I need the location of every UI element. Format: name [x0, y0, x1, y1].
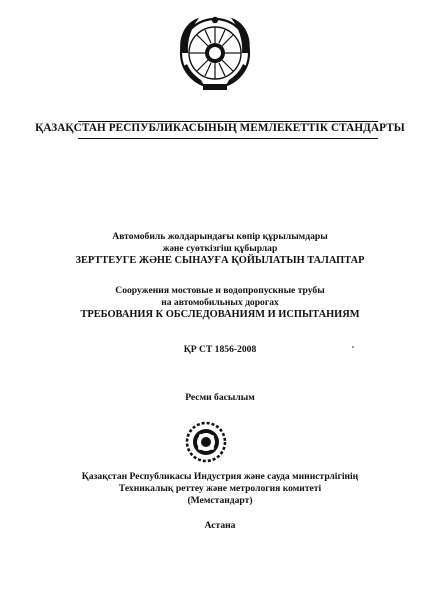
title-kk-line-2: және суөткізгіш құбырлар: [162, 243, 278, 254]
title-ru-line-1: Сооружения мостовые и водопропускные трубы: [115, 285, 325, 296]
state-standard-heading: ҚАЗАҚСТАН РЕСПУБЛИКАСЫНЫҢ МЕМЛЕКЕТТІК СТАНДАРТЫ: [35, 122, 405, 134]
state-emblem-icon: [175, 14, 255, 92]
title-ru-line-3: ТРЕБОВАНИЯ К ОБСЛЕДОВАНИЯМ И ИСПЫТАНИЯМ: [80, 309, 360, 320]
title-kk-line-1: Автомобиль жолдарындағы көпір құрылымдары: [112, 231, 328, 242]
standard-designation: ҚР СТ 1856-2008: [183, 344, 257, 355]
title-ru-line-2: на автомобильных дорогах: [161, 297, 279, 308]
publisher-line-1: Қазақстан Республикасы Индустрия және сауда министрлігінің: [81, 471, 359, 482]
standard-seal-icon: [184, 420, 228, 464]
publisher-line-2: Техникалық реттеу және метрология комитеті: [118, 483, 322, 494]
header-rule-bottom: [78, 138, 378, 139]
edition-label: Ресми басылым: [185, 392, 255, 403]
title-kk-line-3: ЗЕРТТЕУГЕ ЖӘНЕ СЫНАУҒА ҚОЙЫЛАТЫН ТАЛАПТАР: [75, 255, 365, 266]
speck: [352, 346, 354, 348]
publisher-line-3: (Мемстандарт): [187, 495, 253, 506]
city-label: Астана: [204, 520, 236, 531]
